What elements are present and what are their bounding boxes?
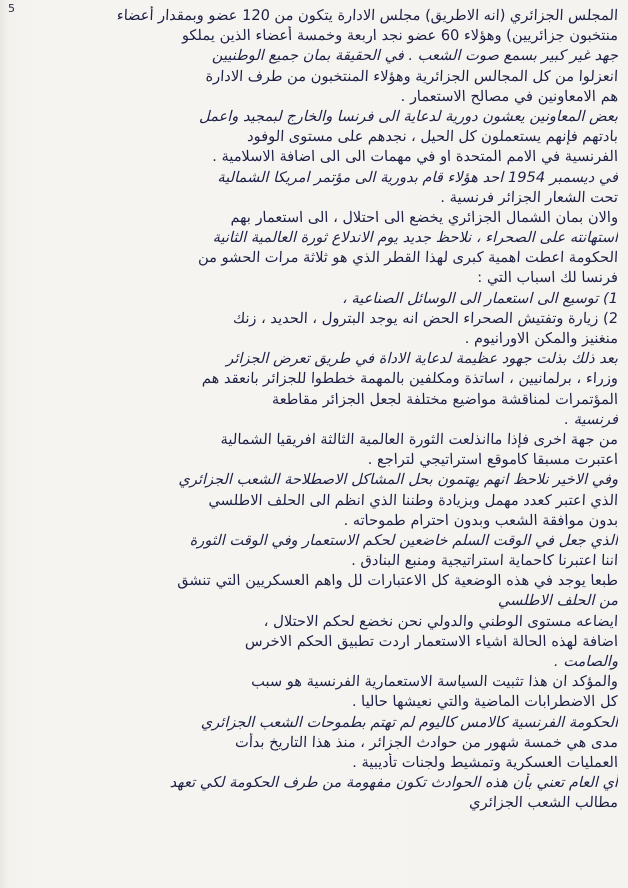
text-line: الذي اعتبر كعدد مهمل وبزيادة وطننا الذي انظم الى الحلف الاطلسي: [208, 491, 619, 509]
text-line: وزراء ، برلمانيين ، اساتذة ومكلفين بالمهمة خططوا للجزائر بانعقد هم: [201, 370, 619, 388]
text-line: من جهة اخرى فإذا ماانذلعت الثورة العالمية الثالثة افريقيا الشمالية: [220, 430, 619, 448]
text-line: والصامت .: [553, 653, 618, 670]
text-line: في ديسمبر 1954 احد هؤلاء قام بدورية الى مؤتمر امريكا الشمالية: [217, 168, 618, 186]
text-line: 2) زيارة وتفتيش الصحراء الحض انه يوجد البترول ، الحديد ، زنك: [232, 309, 619, 327]
text-line: فرنسا لك اسباب التي :: [476, 269, 619, 287]
text-line: استهانته على الصحراء ، نلاحظ جديد يوم الاندلاع ثورة العالمية الثانية: [212, 229, 618, 247]
text-line: ايضاعه مستوى الوطني والدولي نحن نخضع لحكم الاحتلال ،: [263, 612, 619, 630]
text-line: طبعا يوجد في هذه الوضعية كل الاعتبارات لل واهم العسكريين التي تنشق: [176, 572, 619, 590]
text-line: أي العام تعني بأن هذه الحوادث تكون مفهومة من طرف الحكومة لكي تعهد: [169, 774, 618, 792]
text-line: المجلس الجزائري (انه الاطريق) مجلس الادارة يتكون من 120 عضو وبمقدار أعضاء: [116, 7, 619, 24]
text-line: وفي الاخير نلاحظ انهم يهتمون بحل المشاكل الاصطلاحة الشعب الجزائري: [178, 471, 618, 489]
text-line: والان بمان الشمال الجزائري يخضع الى احتلال ، الى استعمار بهم: [230, 208, 619, 226]
text-line: من الحلف الاطلسي: [497, 592, 618, 610]
text-line: مدى هي خمسة شهور من حوادث الجزائر ، منذ هذا التاريخ بدأت: [234, 733, 619, 751]
text-line: العمليات العسكرية وتمشيط ولجنات تأديبية .: [351, 753, 619, 771]
text-line: هم الامعاونين في مصالح الاستعمار .: [400, 87, 619, 105]
text-line: انعزلوا من كل المجالس الجزائرية وهؤلاء المنتخبون من طرف الادارة: [205, 67, 619, 85]
text-line: الحكومة الفرنسية كالامس كاليوم لم تهتم بطموحات الشعب الجزائري: [200, 713, 618, 731]
text-line: المؤتمرات لمناقشة مواضيع مختلفة لجعل الجزائر مقاطعة: [271, 390, 619, 408]
text-line: الفرنسية في الامم المتحدة او في مهمات الى الى اضافة الاسلامية .: [211, 148, 619, 166]
handwritten-text-body: [20, 6, 618, 888]
text-line: بعض المعاونين يعشون دورية لدعاية الى فرنسا والخارج لبمجيد واعمل: [199, 107, 618, 125]
text-line: جهد غير كبير بسمع صوت الشعب . في الحقيقة بمان جميع الوطنيين: [211, 47, 618, 65]
text-line: منغنيز والمكن الاورانيوم .: [464, 330, 619, 347]
text-line: تحت الشعار الجزائر فرنسية .: [440, 188, 619, 206]
text-line: اعتبرت مسبقا كاموقع استراتيجي لتراجع .: [367, 451, 619, 469]
text-line: اننا اعتبرنا كاحماية استراتيجية ومنبع البنادق .: [350, 552, 619, 570]
text-line: منتخبون جزائريين) وهؤلاء 60 عضو نجد اربعة وخمسة أعضاء الذين يملكو: [181, 27, 619, 45]
text-line: اضافة لهذه الحالة اشياء الاستعمار اردت تطبيق الحكم الاخرس: [244, 632, 619, 650]
text-line: الحكومة اعطت اهمية كبرى لهذا القطر الذي هو ثلاثة مرات الحشو من: [197, 249, 619, 267]
text-line: كل الاضطرابات الماضية والتي نعيشها حاليا .: [351, 693, 619, 711]
text-line: فرنسية .: [564, 410, 618, 428]
text-line: بعد ذلك بذلت جهود عظيمة لدعاية الاداة في طريق تعرض الجزائر: [226, 350, 618, 368]
text-line: 1) توسيع الى استعمار الى الوسائل الصناعية ،: [342, 289, 618, 307]
text-line: بدون موافقة الشعب وبدون احترام طموحاته .: [343, 511, 619, 529]
text-line: والمؤكد ان هذا تثبيت السياسة الاستعمارية الفرنسية هو سبب: [250, 673, 619, 691]
page-number: 5: [8, 2, 15, 15]
text-line: بادتهم فإنهم يستعملون كل الحيل ، نجدهم على مستوى الوفود: [246, 128, 619, 146]
text-line: الذي جعل في الوقت السلم خاضعين لحكم الاستعمار وفي الوقت الثورة: [189, 531, 618, 549]
text-line: مطالب الشعب الجزائري: [468, 794, 619, 812]
